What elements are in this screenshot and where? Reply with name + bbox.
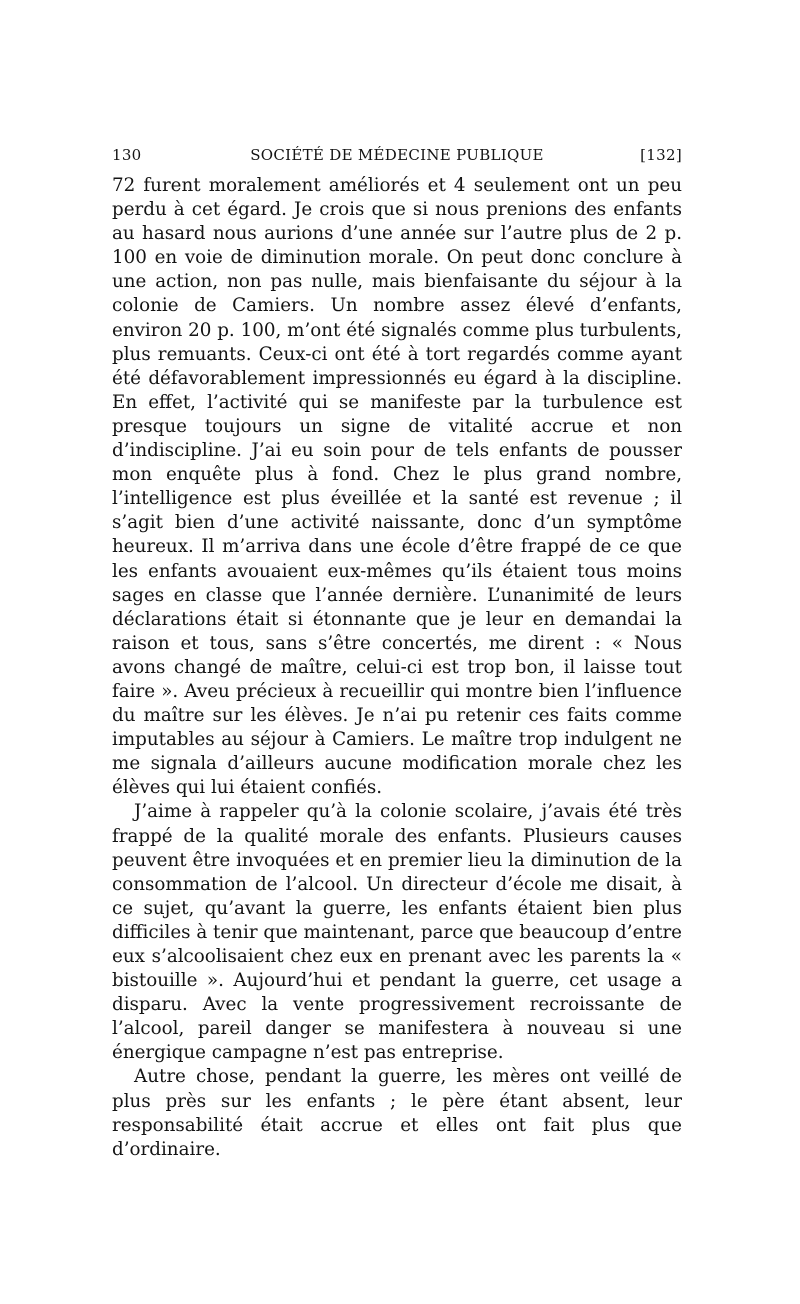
running-title: SOCIÉTÉ DE MÉDECINE PUBLIQUE: [250, 146, 544, 164]
page-number: 130: [112, 146, 142, 164]
paragraph: J’aime à rappeler qu’à la colonie scolaire, j’avais été très frappé de la qualité morale des enfants. Plusieurs causes peuvent être invoquées et en premier lieu la diminution de la consommation de l’alcool. Un directeur d’école me disait, à ce sujet, qu’avant la guerre, les enfants étaient bien plus difficiles à tenir que maintenant, parce que beaucoup d’entre eux s’alcoolisaient chez eux en prenant avec les parents la « bistouille ». Aujourd’hui et pendant la guerre, cet usage a disparu. Avec la vente progressivement recroissante de l’alcool, pareil danger se manifestera à nouveau si une énergique campagne n’est pas entreprise.: [112, 801, 682, 1064]
bracket-page-number: [132]: [640, 146, 682, 164]
book-page: [112, 140, 682, 1162]
body-text: [112, 174, 682, 1162]
paragraph: Autre chose, pendant la guerre, les mères ont veillé de plus près sur les enfants ; le père étant absent, leur responsabilité était accrue et elles ont fait plus que d’ordinaire.: [112, 1066, 682, 1160]
running-head: [112, 140, 682, 174]
paragraph: 72 furent moralement améliorés et 4 seulement ont un peu perdu à cet égard. Je crois que si nous prenions des enfants au hasard nous aurions d’une année sur l’autre plus de 2 p. 100 en voie de diminution morale. On peut donc conclure à une action, non pas nulle, mais bienfaisante du séjour à la colonie de Camiers. Un nombre assez élevé d’enfants, environ 20 p. 100, m’ont été signalés comme plus turbulents, plus remuants. Ceux-ci ont été à tort regardés comme ayant été défavorablement impressionnés eu égard à la discipline. En effet, l’activité qui se manifeste par la turbulence est presque toujours un signe de vitalité accrue et non d’indiscipline. J’ai eu soin pour de tels enfants de pousser mon enquête plus à fond. Chez le plus grand nombre, l’intelligence est plus éveillée et la santé est revenue ; il s’agit bien d’une activité naissante, donc d’un symptôme heureux. Il m’arriva dans une école d’être frappé de ce que les enfants avouaient eux-mêmes qu’ils étaient tous moins sages en classe que l’année dernière. L’unanimité de leurs déclarations était si étonnante que je leur en demandai la raison et tous, sans s’être concertés, me dirent : « Nous avons changé de maître, celui-ci est trop bon, il laisse tout faire ». Aveu précieux à recueillir qui montre bien l’influence du maître sur les élèves. Je n’ai pu retenir ces faits comme imputables au séjour à Camiers. Le maître trop indulgent ne me signala d’ailleurs aucune modification morale chez les élèves qui lui étaient confiés.: [112, 175, 682, 799]
